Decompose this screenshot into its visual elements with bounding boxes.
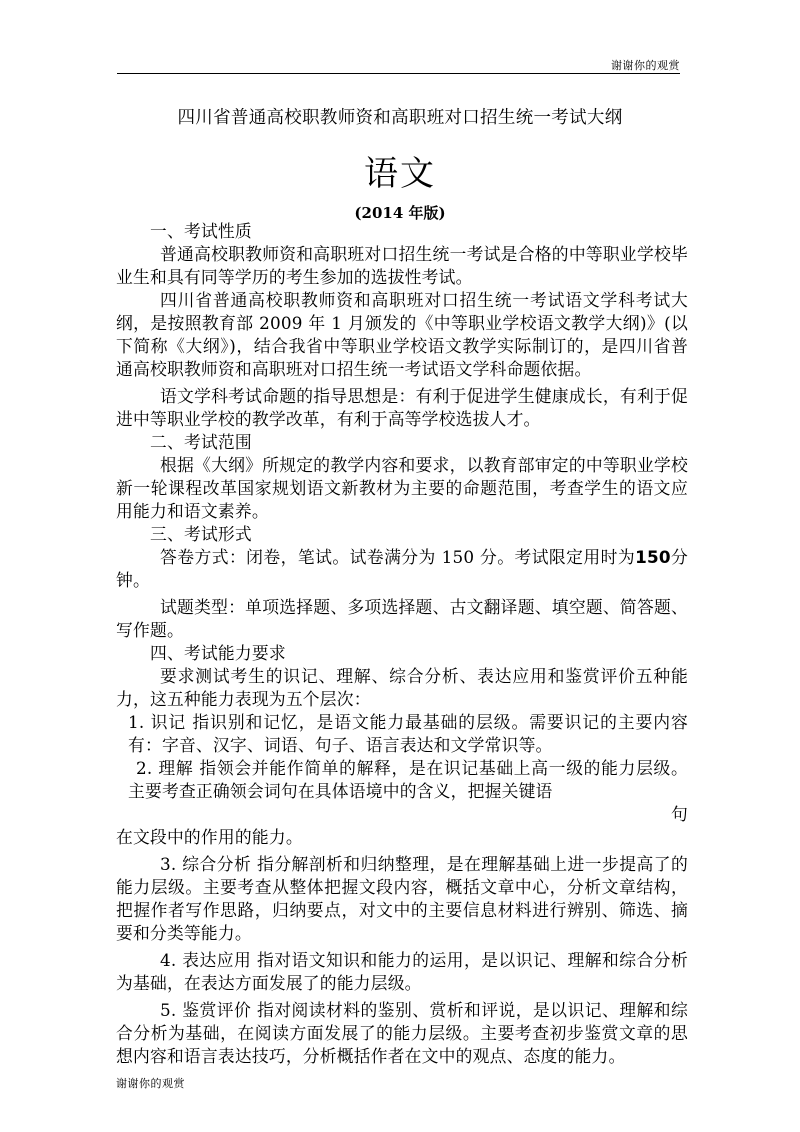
- paragraph-nature-1: 普通高校职教师资和高职班对口招生统一考试是合格的中等职业学校毕业生和具有同等学历的考生参加的选拔性考试。: [116, 244, 688, 287]
- document-subject: 语文: [364, 154, 436, 194]
- document-edition: (2014 年版): [354, 204, 446, 222]
- format-duration-number: 150: [635, 547, 671, 567]
- header-divider: [117, 73, 680, 74]
- page-footer-text: 谢谢你的观赏: [116, 1077, 185, 1090]
- ability-item-1: 1. 识记 指识别和记忆，是语文能力最基础的层级。需要识记的主要内容有：字音、汉字、词语、句子、语言表达和文学常识等。: [128, 712, 688, 755]
- section-heading-nature: 一、考试性质: [150, 221, 252, 241]
- section-heading-abilities: 四、考试能力要求: [150, 643, 286, 663]
- paragraph-scope-1: 根据《大纲》所规定的教学内容和要求，以教育部审定的中等职业学校新一轮课程改革国家规划语文新教材为主要的命题范围，考查学生的语文应用能力和语文素养。: [116, 455, 688, 521]
- paragraph-format-2: 试题类型：单项选择题、多项选择题、古文翻译题、填空题、简答题、写作题。: [116, 597, 688, 640]
- ability-item-2-tail: 句: [671, 804, 688, 824]
- ability-item-5: 5. 鉴赏评价 指对阅读材料的鉴别、赏析和评说，是以识记、理解和综合分析为基础，在阅读方面发展了的能力层级。主要考查初步鉴赏文章的思想内容和语言表达技巧，分析概括作者在文中的观点、态度的能力。: [116, 1000, 688, 1066]
- ability-item-2: [116, 757, 688, 826]
- paragraph-nature-2: 四川省普通高校职教师资和高职班对口招生统一考试语文学科考试大纲，是按照教育部 2009 年 1 月颁发的《中等职业学校语文教学大纲)》(以下简称《大纲》)，结合我省中等职业学校语文教学实际制订的，是四川省普通高校职教师资和高职班对口招生统一考试语文学科命题依据。: [116, 290, 688, 379]
- format-answer-text: 答卷方式：闭卷，笔试。试卷满分为 150 分。考试限定用时为: [160, 547, 636, 567]
- format-duration-unit: 分钟。: [116, 547, 689, 590]
- document-body: [116, 220, 688, 1068]
- ability-item-2-text: 2. 理解 指领会并能作简单的解释，是在识记基础上高一级的能力层级。主要考查正确领会词句在具体语境中的含义，把握关键语: [128, 758, 688, 801]
- page-header-text: 谢谢你的观赏: [611, 59, 680, 72]
- paragraph-nature-3: 语文学科考试命题的指导思想是：有利于促进学生健康成长，有利于促进中等职业学校的教学改革，有利于高等学校选拔人才。: [116, 386, 688, 429]
- paragraph-format-1: [116, 546, 688, 592]
- document-title: 四川省普通高校职教师资和高职班对口招生统一考试大纲: [177, 108, 623, 128]
- section-heading-format: 三、考试形式: [150, 524, 252, 544]
- paragraph-abilities-1: 要求测试考生的识记、理解、综合分析、表达应用和鉴赏评价五种能力，这五种能力表现为五个层次：: [116, 666, 688, 709]
- ability-item-3: 3. 综合分析 指分解剖析和归纳整理，是在理解基础上进一步提高了的能力层级。主要考查从整体把握文段内容，概括文章中心，分析文章结构，把握作者写作思路，归纳要点，对文中的主要信息材料进行辨别、筛选、摘要和分类等能力。: [116, 854, 688, 943]
- ability-item-2-continued: 在文段中的作用的能力。: [116, 827, 303, 847]
- ability-item-4: 4. 表达应用 指对语文知识和能力的运用，是以识记、理解和综合分析为基础，在表达方面发展了的能力层级。: [116, 950, 688, 993]
- section-heading-scope: 二、考试范围: [150, 432, 252, 452]
